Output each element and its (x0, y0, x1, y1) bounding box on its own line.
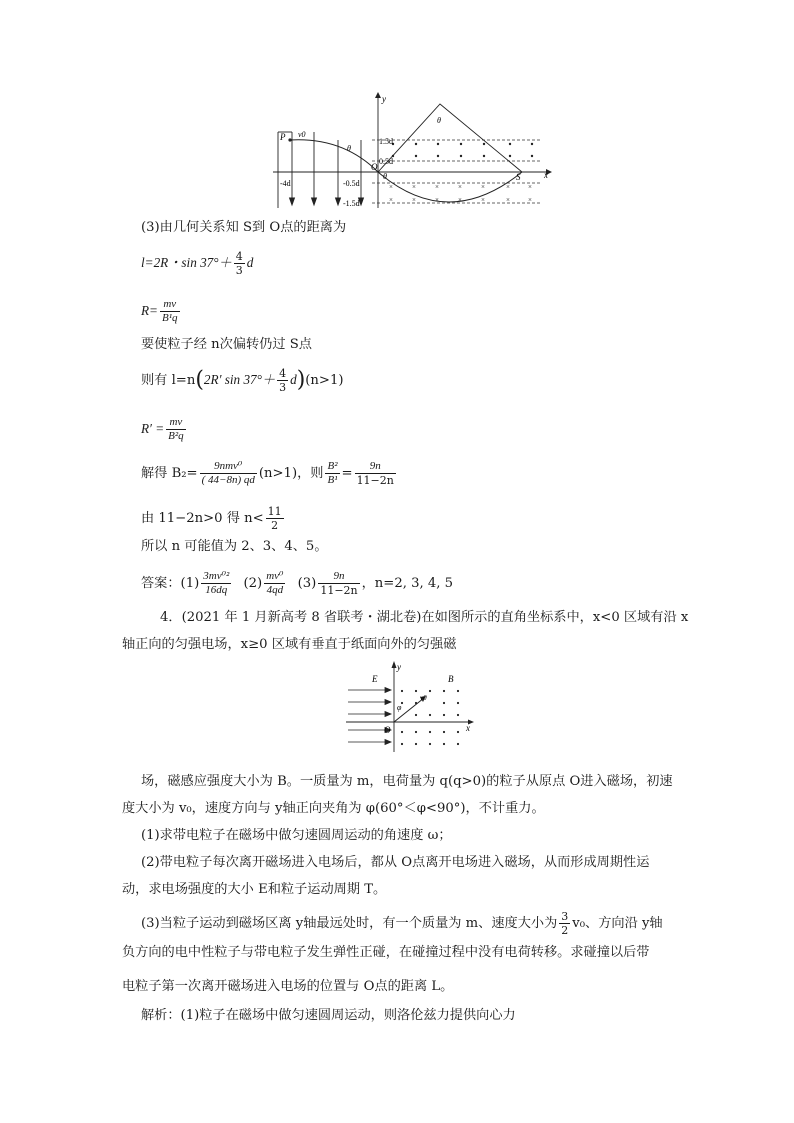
label-v0: v0 (420, 694, 427, 702)
label-x: x (544, 170, 548, 180)
svg-text:×: × (435, 183, 439, 191)
label-P: P (280, 132, 286, 142)
label-x: x (466, 723, 470, 733)
eq-solve-B2: 解得 B₂= $\frac{\text{9nmv⁰}}{( 44-8n) qd}$ (n>1)，则 $\frac{\text{B²}}{\text{B¹}}$ = $\frac{9n}{11-2n}$ (141, 460, 394, 487)
label-O: O (371, 162, 378, 172)
eq-l-n: 则有 l=n(2R′ sin 37°＋ $\frac{4}{3}$ d)(n>1) (141, 367, 344, 394)
p4-q3a: (3)当粒子运动到磁场区离 y轴最远处时，有一个质量为 m、速度大小为 $\frac{3}{2}$ v₀、方向沿 y轴 (141, 910, 663, 937)
figure-trajectory (268, 92, 558, 212)
svg-text:×: × (506, 196, 510, 204)
label-y: y (382, 94, 386, 104)
p4-line2: 轴正向的匀强电场，x≥0 区域有垂直于纸面向外的匀强磁 (122, 637, 457, 652)
label-S: S (516, 172, 521, 182)
eq-R: R= $\frac{mv}{\text{B¹q}}$ (141, 298, 178, 324)
svg-text:×: × (481, 183, 485, 191)
p4-q1: (1)求带电粒子在磁场中做匀速圆周运动的角速度 ω； (141, 828, 452, 843)
svg-text:×: × (458, 183, 462, 191)
svg-text:×: × (435, 196, 439, 204)
label-B: B (448, 674, 454, 684)
label-theta-2: θ (437, 116, 441, 125)
label-neg-1-5d: -1.5d (343, 199, 360, 208)
geometry-triangle (378, 104, 522, 172)
trajectory (290, 140, 522, 202)
svg-text:×: × (412, 183, 416, 191)
p4-q2b: 动，求电场强度的大小 E和粒子运动周期 T。 (122, 882, 387, 897)
label-neg-4d: -4d (280, 179, 291, 188)
label-v0: v0 (298, 130, 306, 139)
label-theta-1: θ (347, 144, 351, 153)
svg-text:×: × (528, 196, 532, 204)
label-E: E (372, 674, 378, 684)
svg-text:×: × (481, 196, 485, 204)
p4-line1: 4．(2021 年 1 月新高考 8 省联考・湖北卷)在如图所示的直角坐标系中，x<0 区域有沿 x (160, 610, 689, 625)
eq-condition: 由 11−2n>0 得 n< $\frac{11}{2}$ (141, 505, 282, 532)
svg-text:×: × (506, 183, 510, 191)
figure-field (344, 660, 474, 755)
svg-text:×: × (412, 196, 416, 204)
label-phi: φ (397, 703, 402, 712)
p4-line4: 度大小为 v₀，速度方向与 y轴正向夹角为 φ(60°＜φ<90°)，不计重力。 (122, 801, 545, 816)
p4-q2a: (2)带电粒子每次离开磁场进入电场后，都从 O点离开电场进入磁场，从而形成周期性运 (141, 855, 650, 870)
svg-text:×: × (389, 196, 393, 204)
label-0-5d: 0.5d (379, 157, 393, 166)
svg-text:×: × (458, 196, 462, 204)
part3-intro: (3)由几何关系知 S到 O点的距离为 (141, 220, 347, 235)
label-1-5d: 1.5d (379, 137, 393, 146)
p4-q3c: 电粒子第一次离开磁场进入电场的位置与 O点的距离 L。 (122, 979, 454, 994)
eq-l: l=2R・sin 37°＋ $\frac{4}{3}$ d (141, 250, 254, 277)
answers: 答案：(1) $\frac{\text{3mv⁰²}}{16dq}$ (2) $\frac{\text{mv⁰}}{4qd}$ (3) $\frac{9n}{11-2n}$ ，n=2, 3, 4, 5 (141, 570, 454, 597)
p4-q3b: 负方向的电中性粒子与带电粒子发生弹性正碰，在碰撞过程中没有电荷转移。求碰撞以后带 (122, 945, 650, 960)
label-y: y (397, 662, 401, 672)
line-n-deflect: 要使粒子经 n次偏转仍过 S点 (141, 337, 312, 352)
label-O: O (384, 725, 391, 735)
p4-line3: 场，磁感应强度大小为 B。一质量为 m，电荷量为 q(q>0)的粒子从原点 O进入磁场，初速 (141, 774, 673, 789)
svg-text:×: × (389, 183, 393, 191)
svg-text:×: × (528, 183, 532, 191)
eq-R-prime: R′ = $\frac{mv}{\text{B²q}}$ (141, 416, 184, 442)
p4-analysis: 解析：(1)粒子在磁场中做匀速圆周运动，则洛伦兹力提供向心力 (141, 1008, 516, 1023)
y-axis-arrow (375, 92, 381, 98)
label-theta-3: θ (383, 172, 387, 181)
line-values: 所以 n 可能值为 2、3、4、5。 (141, 539, 328, 554)
label-neg-0-5d: -0.5d (343, 179, 360, 188)
